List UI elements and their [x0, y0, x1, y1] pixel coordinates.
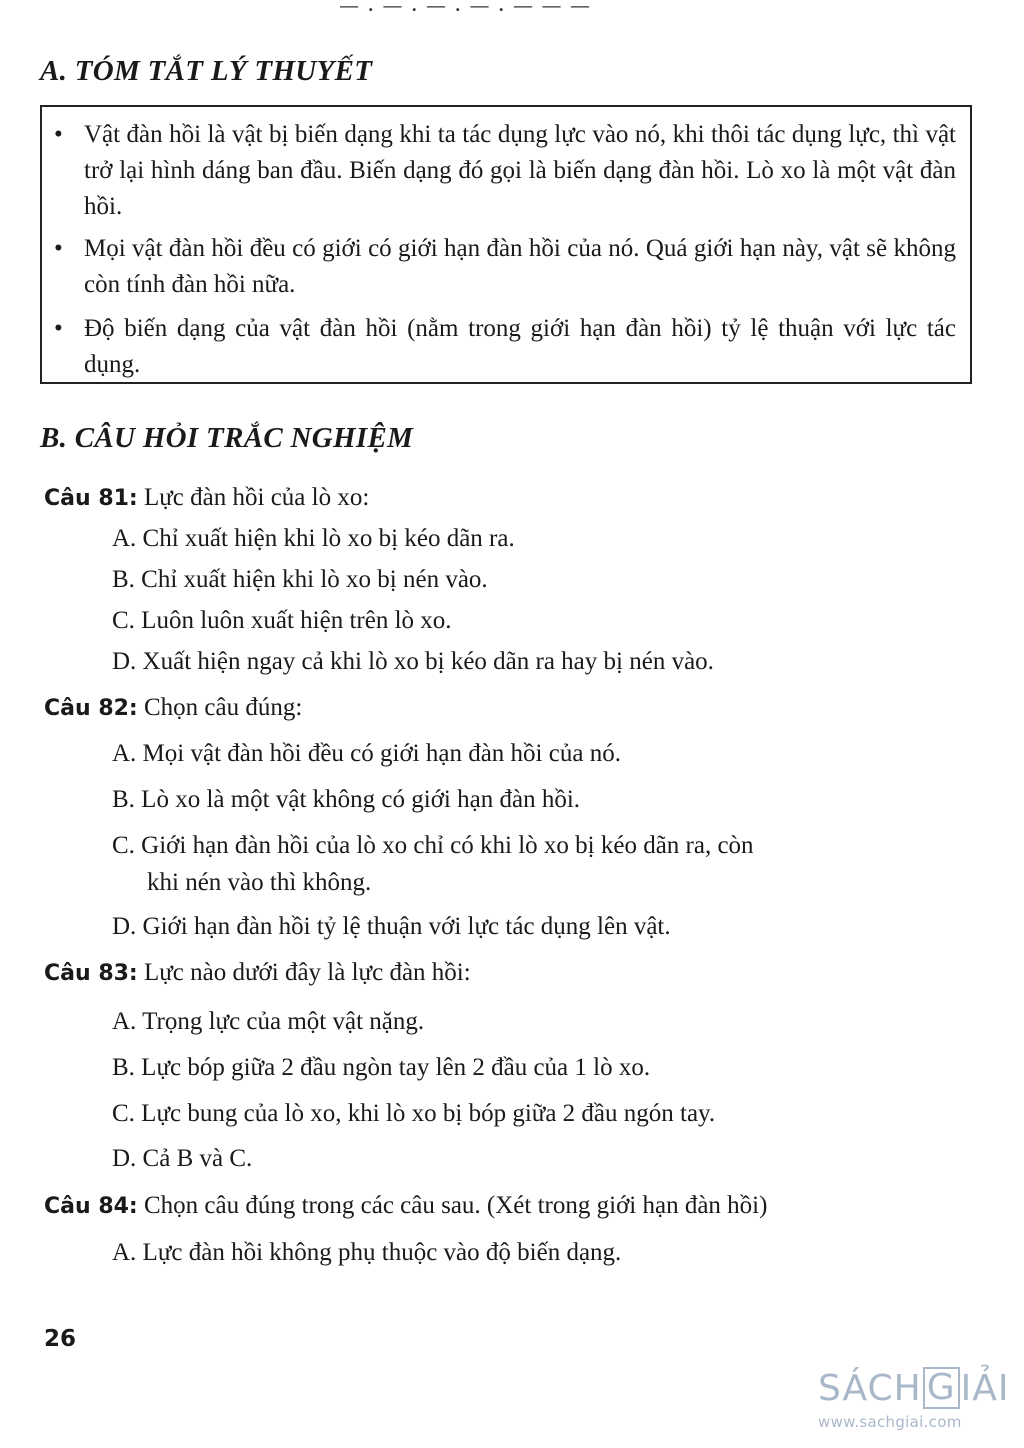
question-84 [44, 1188, 767, 1225]
watermark-logo: SÁCH G IẢI [818, 1367, 1010, 1409]
answer-continuation: khi nén vào thì không. [147, 869, 372, 896]
running-header: — . — . — . — . — — — [340, 0, 592, 15]
theory-bullet: • Mọi vật đàn hồi đều có giới có giới hạn đàn hồi của nó. Quá giới hạn này, vật sẽ không còn tính đàn hồi nữa. [84, 231, 956, 303]
theory-bullet: • Độ biến dạng của vật đàn hồi (nằm trong giới hạn đàn hồi) tỷ lệ thuận với lực tác dụng. [84, 311, 956, 383]
theory-bullet: • Vật đàn hồi là vật bị biến dạng khi ta tác dụng lực vào nó, khi thôi tác dụng lực, thì vật trở lại hình dáng ban đầu. Biến dạng đó gọi là biến dạng đàn hồi. Lò xo là một vật đàn hồi. [84, 117, 956, 225]
bullet-dot-icon: • [54, 235, 63, 262]
answer-option: D. Cả B và C. [112, 1145, 253, 1172]
watermark-url: www.sachgiai.com [818, 1413, 962, 1431]
question-82 [44, 690, 302, 727]
question-text: Chọn câu đúng trong các câu sau. (Xét trong giới hạn đàn hồi) [137, 1192, 768, 1219]
question-label: Câu 83: [44, 961, 138, 986]
page-number: 26 [44, 1326, 77, 1352]
bullet-dot-icon: • [54, 121, 63, 148]
answer-option: A. Trọng lực của một vật nặng. [112, 1008, 425, 1035]
section-b-title: B. CÂU HỎI TRẮC NGHIỆM [40, 422, 414, 454]
answer-option: D. Giới hạn đàn hồi tỷ lệ thuận với lực tác dụng lên vật. [112, 913, 671, 940]
answer-option: D. Xuất hiện ngay cả khi lò xo bị kéo dãn ra hay bị nén vào. [112, 648, 714, 675]
answer-option: C. Luôn luôn xuất hiện trên lò xo. [112, 607, 452, 634]
question-text: Lực đàn hồi của lò xo: [137, 484, 370, 511]
answer-option: B. Lò xo là một vật không có giới hạn đàn hồi. [112, 786, 581, 813]
question-81 [44, 480, 369, 517]
bullet-dot-icon: • [54, 315, 63, 342]
question-83 [44, 955, 471, 992]
question-label: Câu 81: [44, 486, 138, 511]
answer-option: A. Mọi vật đàn hồi đều có giới hạn đàn hồi của nó. [112, 740, 621, 767]
answer-option: A. Chỉ xuất hiện khi lò xo bị kéo dãn ra. [112, 525, 515, 552]
question-label: Câu 82: [44, 696, 138, 721]
answer-option: A. Lực đàn hồi không phụ thuộc vào độ biến dạng. [112, 1239, 622, 1266]
answer-option: C. Giới hạn đàn hồi của lò xo chỉ có khi lò xo bị kéo dãn ra, còn khi nén vào thì không. [112, 827, 980, 901]
answer-option: B. Lực bóp giữa 2 đầu ngòn tay lên 2 đầu của 1 lò xo. [112, 1054, 651, 1081]
answer-option: C. Lực bung của lò xo, khi lò xo bị bóp giữa 2 đầu ngón tay. [112, 1100, 716, 1127]
theory-summary-box [40, 105, 972, 384]
question-label: Câu 84: [44, 1194, 138, 1219]
watermark [818, 1367, 1024, 1431]
question-text: Chọn câu đúng: [137, 694, 303, 721]
section-a-title: A. TÓM TẮT LÝ THUYẾT [40, 55, 373, 87]
question-text: Lực nào dưới đây là lực đàn hồi: [137, 959, 471, 986]
answer-option: B. Chỉ xuất hiện khi lò xo bị nén vào. [112, 566, 488, 593]
